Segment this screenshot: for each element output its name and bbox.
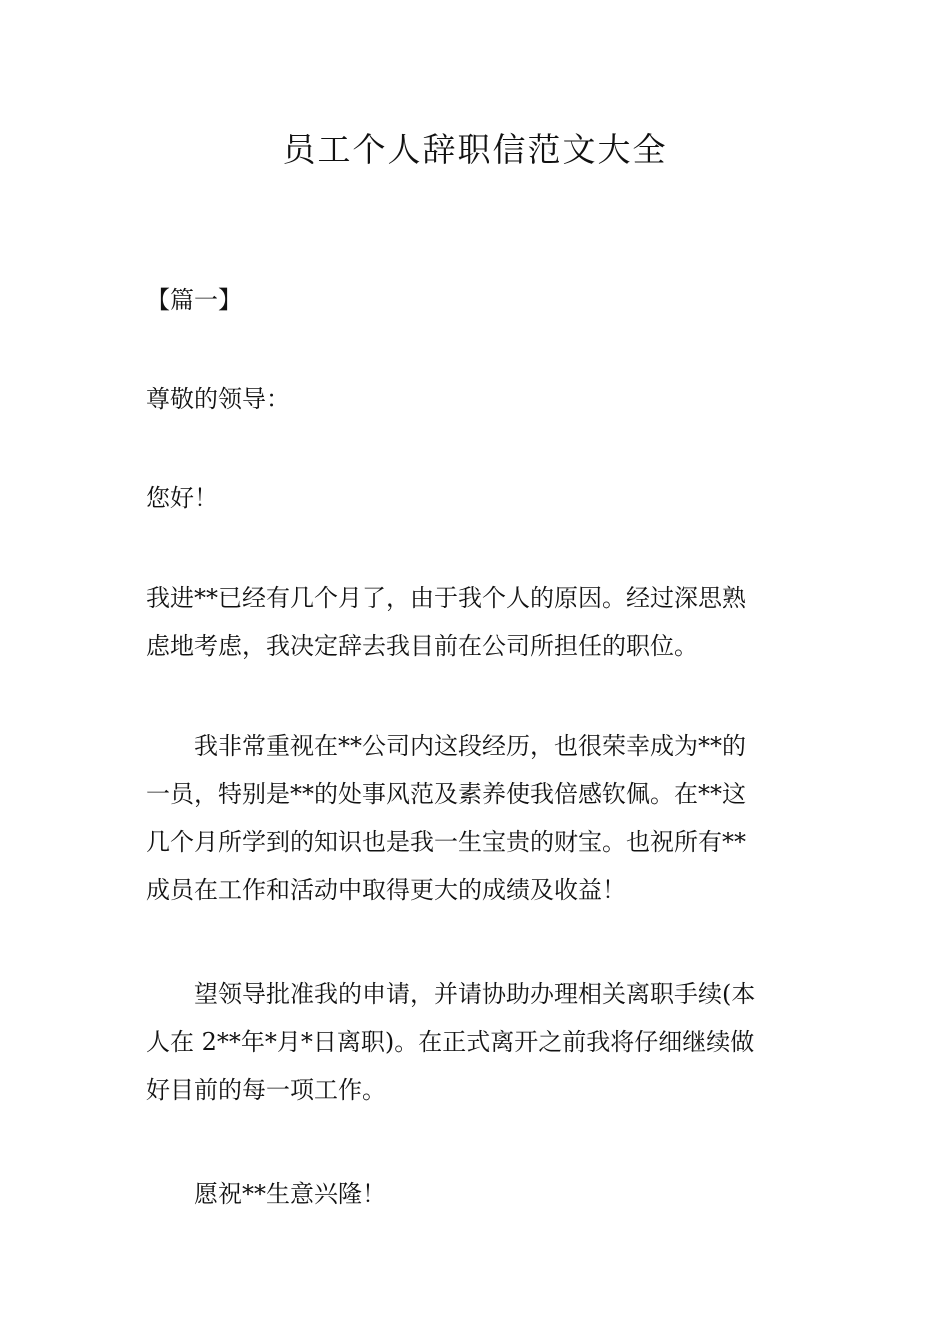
- paragraph-line: 好目前的每一项工作。: [146, 1076, 386, 1104]
- paragraph-line: 几个月所学到的知识也是我一生宝贵的财宝。也祝所有**: [146, 828, 746, 856]
- paragraph-4: 愿祝**生意兴隆！: [194, 1180, 386, 1208]
- paragraph-line: 我非常重视在**公司内这段经历，也很荣幸成为**的: [194, 732, 746, 760]
- document-title: 员工个人辞职信范文大全: [282, 130, 668, 169]
- paragraph-line: 人在 2**年*月*日离职)。在正式离开之前我将仔细继续做: [146, 1028, 755, 1056]
- section-label: 【篇一】: [146, 286, 242, 314]
- greeting: 您好！: [146, 484, 218, 512]
- paragraph-line: 虑地考虑，我决定辞去我目前在公司所担任的职位。: [146, 632, 698, 660]
- paragraph-line: 一员，特别是**的处事风范及素养使我倍感钦佩。在**这: [146, 780, 746, 808]
- paragraph-line: 望领导批准我的申请，并请协助办理相关离职手续(本: [194, 980, 756, 1008]
- paragraph-line: 我进**已经有几个月了，由于我个人的原因。经过深思熟: [146, 584, 746, 612]
- paragraph-3: [146, 970, 810, 1114]
- paragraph-2: [146, 722, 810, 914]
- paragraph-1: [146, 574, 810, 670]
- salutation: 尊敬的领导：: [146, 385, 290, 413]
- paragraph-line: 成员在工作和活动中取得更大的成绩及收益！: [146, 876, 626, 904]
